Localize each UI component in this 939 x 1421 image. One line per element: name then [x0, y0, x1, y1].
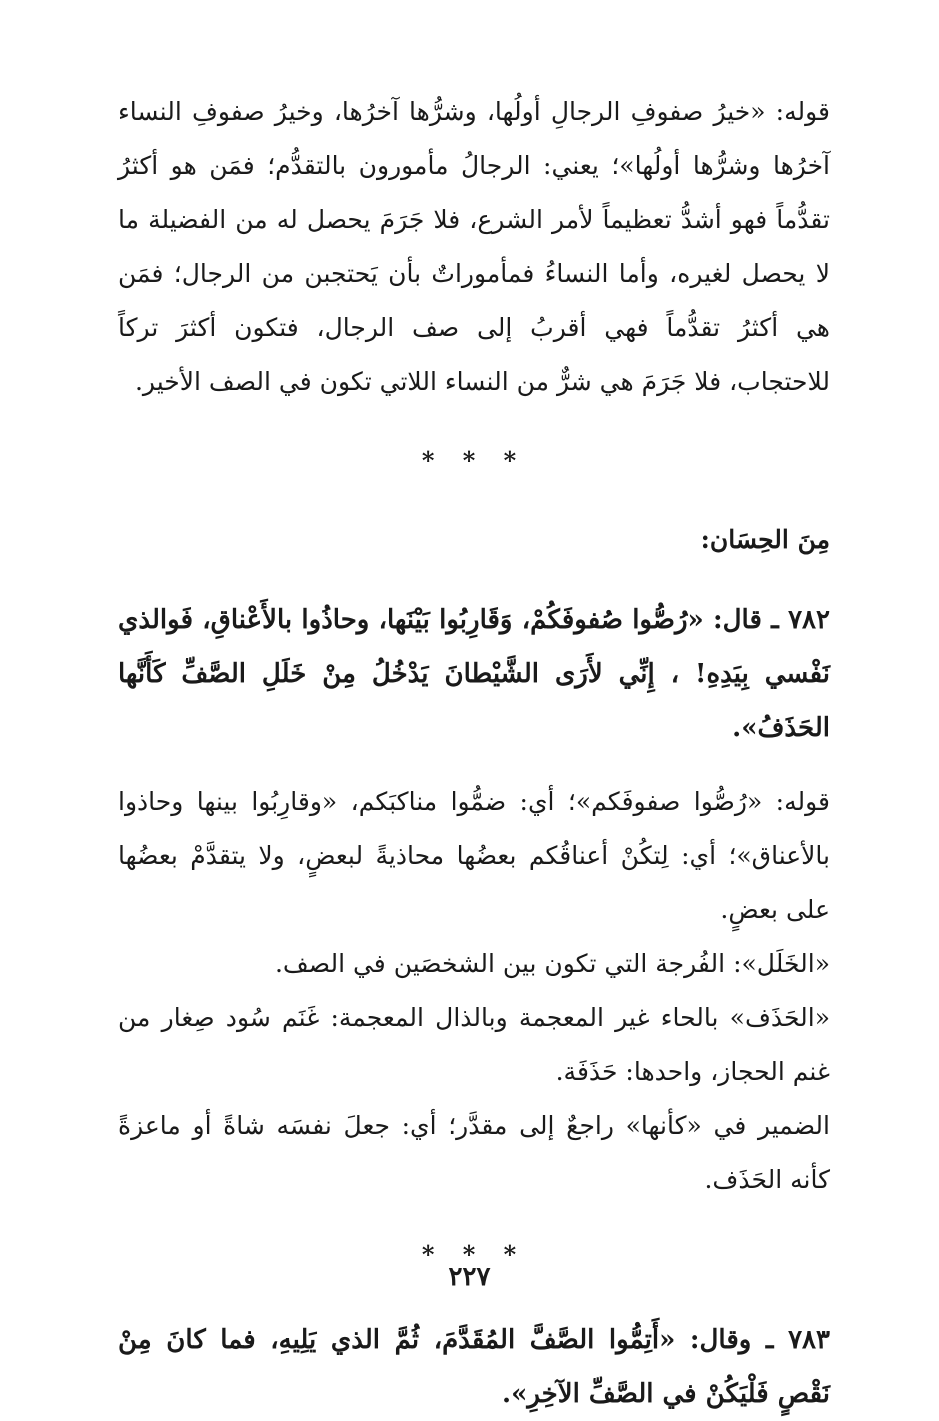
hadith-783: ٧٨٣ ـ وقال: «أَتِمُّوا الصَّفَّ المُقَدَّمَ، ثُمَّ الذي يَلِيهِ، فما كانَ مِنْ نَقْصٍ فَلْيَكُنْ في الصَّفِّ الآخِرِ».: [118, 1325, 830, 1409]
commentary-paragraph: قوله: «خيرُ صفوفِ الرجالِ أولُها، وشرُّها آخرُها، وخيرُ صفوفِ النساء آخرُها وشرُّها أولُها»؛ يعني: الرجالُ مأمورون بالتقدُّم؛ فمَن هو أكثرُ تقدُّماً فهو أشدُّ تعظيماً لأمر الشرع، فلا جَرَمَ يحصل له من الفضيلة ما لا يحصل لغيره، وأما النساءُ فمأموراتٌ بأن يَحتجبن من الرجال؛ فمَن هي أكثرُ تقدُّماً فهي أقربُ إلى صف الرجال، فتكون أكثرَ تركاً للاحتجاب، فلا جَرَمَ هي شرٌّ من النساء اللاتي تكون في الصف الأخير.: [118, 97, 830, 396]
definition-paragraph: «الخَلَل»: الفُرجة التي تكون بين الشخصَين في الصف.: [274, 949, 830, 978]
section-separator: * * *: [421, 446, 527, 475]
section-separator: * * *: [421, 1240, 527, 1269]
commentary-paragraph: قوله: «رُصُّوا صفوفَكم»؛ أي: ضمُّوا مناكبَكم، «وقارِبُوا بينها وحاذوا بالأعناق»؛ أي: لِتكُنْ أعناقُكم بعضُها محاذيةً لبعضٍ، ولا يتقدَّمْ بعضُها على بعضٍ.: [118, 787, 830, 924]
definition-paragraph: «الحَذَف» بالحاء غير المعجمة وبالذال المعجمة: غَنَم سُود صِغار من غنم الحجاز، واحدها: حَذَفَة.: [118, 1003, 830, 1086]
commentary-paragraph: الضمير في «كأنها» راجعٌ إلى مقدَّر؛ أي: جعلَ نفسَه شاةً أو ماعزةً كأنه الحَذَف.: [118, 1111, 830, 1194]
hadith-782: ٧٨٢ ـ قال: «رُصُّوا صُفوفَكُمْ، وَقَارِبُوا بَيْنَها، وحاذُوا بالأَعْناقِ، فَوالذي نَفْسي بِيَدِهِ! ، إِنِّي لأَرَى الشَّيْطانَ يَدْخُلُ مِنْ خَلَلِ الصَّفِّ كَأَنَّها الحَذَفُ».: [118, 605, 830, 743]
section-title: مِنَ الحِسَان:: [700, 525, 830, 554]
page-number: ٢٢٧: [448, 1262, 491, 1292]
page-body: [118, 85, 830, 1421]
